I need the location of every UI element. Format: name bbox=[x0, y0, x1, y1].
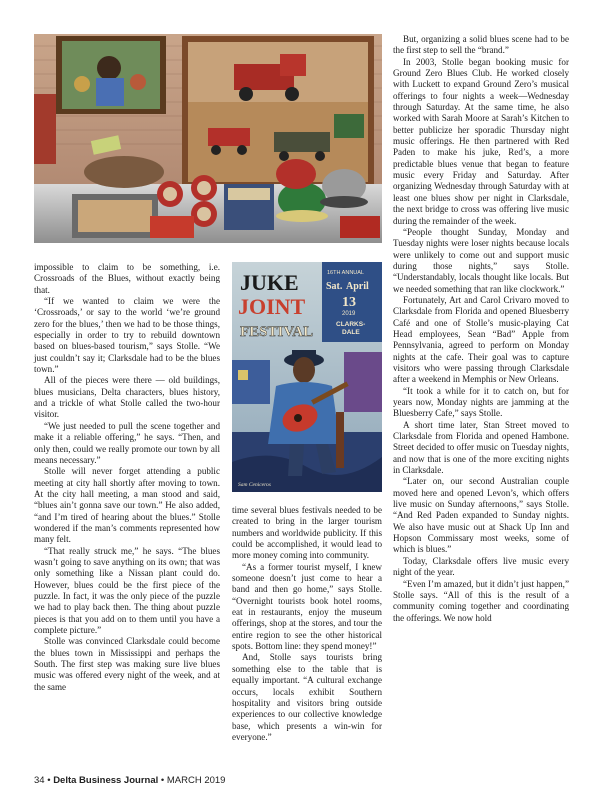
poster-date-day: Sat. bbox=[326, 281, 343, 292]
poster-location-2: DALE bbox=[342, 329, 360, 336]
col3-paragraph: “People thought Sunday, Monday and Tuesday nights were loser nights because locals were unlikely to come out and support music during those nights,” says Stolle. “Understandably, locals thought like locals. But we needed something that ran like clockwork.” bbox=[393, 226, 569, 294]
col3-paragraph: “Later on, our second Australian couple moved here and opened Levon’s, which offers live music on Sunday afternoons,” says Stolle. “And Red Paden expanded to Sunday nights. We also have music out at Shack Up Inn and Hopson Commissary most weeks, some of which is blues.” bbox=[393, 476, 569, 555]
col3-paragraph: “Even I’m amazed, but it didn’t just happen,” Stolle says. “All of this is the result of a community coming together and coordinating the offerings. We now hold bbox=[393, 578, 569, 623]
folk-art-photo bbox=[34, 34, 382, 243]
col3-paragraph: “It took a while for it to catch on, but for years now, Monday nights are jamming at the Bluesberry Cafe,” says Stolle. bbox=[393, 385, 569, 419]
col1-paragraph: “We just needed to pull the scene together and make it a reliable offering,” he says. “Then, and only then, could we really promote our town by all means necessary.” bbox=[34, 420, 220, 465]
article-column-1 bbox=[34, 262, 220, 693]
poster-edition: 16TH ANNUAL bbox=[327, 270, 364, 276]
col1-paragraph: Stolle was convinced Clarksdale could become the blues town in Mississippi and perhaps the South. The first step was making sure live blues music was offered every night of the week, and at the same bbox=[34, 636, 220, 692]
poster-title-juke: JUKE bbox=[240, 270, 299, 295]
footer-separator: • bbox=[160, 775, 165, 786]
col3-paragraph: Today, Clarksdale offers live music every night of the year. bbox=[393, 555, 569, 578]
poster-date-year: 2019 bbox=[342, 311, 356, 317]
footer-separator: • bbox=[47, 775, 51, 786]
page-footer bbox=[34, 775, 225, 786]
poster-date-month: April bbox=[346, 281, 369, 292]
col3-paragraph: Fortunately, Art and Carol Crivaro moved to Clarksdale from Florida and opened Bluesberry Café and one of Stolle’s music-playing Cat Head employees, Sean “Bad” Apple from Pennsylvania, agreed to perform on Monday nights at the cafe. Their goal was to capture visitors who were passing through Clarksdale after a weekend in Memphis or New Orleans. bbox=[393, 294, 569, 385]
col1-paragraph: All of the pieces were there — old buildings, blues musicians, Delta characters, blues history, and a trickle of what Stolle called the two-hour visitor. bbox=[34, 375, 220, 420]
col1-paragraph: “If we wanted to claim we were the ‘Crossroads,’ or say to the world ‘we’re ground zero for the blues,’ then we had to be those things, especially in order to try to rebuild downtown based on blues-based tourism,” says Stolle. “We just couldn’t say it; Clarksdale had to be the blues town.” bbox=[34, 296, 220, 375]
col1-paragraph: Stolle will never forget attending a public meeting at city hall shortly after moving to town. At the city hall meeting, a man stood and said, “blues ain’t gonna save our town.” He also added, “and I’m tired of hearing about the blues.” Stolle wondered if the man’s comments represented how many felt. bbox=[34, 466, 220, 545]
publication-name: Delta Business Journal bbox=[53, 775, 159, 786]
folk-art-photo-illustration bbox=[34, 34, 382, 243]
col1-paragraph: impossible to claim to be something, i.e. Crossroads of the Blues, without exactly being that. bbox=[34, 262, 220, 295]
poster-title-joint: JOINT bbox=[238, 294, 306, 319]
col2-paragraph: And, Stolle says tourists bring something else to the table that is equally important. “A cultural exchange occurs, locals exhibit Southern hospitality and visitors bring outside experiences to our collective knowledge base, which presents a win-win for everyone.” bbox=[232, 652, 382, 742]
poster-signature: Sam Ceniceros bbox=[238, 482, 271, 488]
col2-paragraph: “As a former tourist myself, I knew someone doesn’t just come to hear a band and then go home,” says Stolle. “Overnight tourists book hotel rooms, eat in restaurants, enjoy the museum offerings, shop at the stores, and tour the entire region to see the other historical spots. Bottom line: they spend money!” bbox=[232, 561, 382, 652]
article-column-3 bbox=[393, 34, 569, 624]
article-column-2 bbox=[232, 505, 382, 743]
issue-date: MARCH 2019 bbox=[166, 775, 226, 786]
poster-illustration bbox=[232, 262, 382, 492]
juke-joint-festival-poster bbox=[232, 262, 382, 492]
poster-title-festival: FESTIVAL bbox=[240, 324, 314, 340]
poster-date-num: 13 bbox=[342, 295, 356, 310]
col3-paragraph: But, organizing a solid blues scene had to be the first step to sell the “brand.” bbox=[393, 34, 569, 56]
col3-paragraph: A short time later, Stan Street moved to Clarksdale from Florida and opened Hambone. Street decided to offer music on Tuesday nights, and now that is one of the more exciting nights in Clarksdale. bbox=[393, 419, 569, 476]
col2-paragraph: time several blues festivals needed to be created to bring in the larger tourism numbers and worldwide publicity. If this could be accomplished, it would lead to more money coming into community. bbox=[232, 505, 382, 561]
page-number: 34 bbox=[34, 775, 45, 786]
poster-location-1: CLARKS- bbox=[336, 321, 366, 328]
col1-paragraph: “That really struck me,” he says. “The blues wasn’t going to save anything on its own; that was only something like a Nissan plant could do. However, blues could be the first piece of the puzzle. In fact, it was the only piece of the puzzle we had to play back then. The thing about puzzle pieces is that you add on to them until you have a complete picture.” bbox=[34, 545, 220, 635]
col3-paragraph: In 2003, Stolle began booking music for Ground Zero Blues Club. He worked closely with Luckett to expand Ground Zero’s musical offerings to four nights a week—Wednesday through Saturday. At the same time, he also worked with Sarah Moore at Sarah’s Kitchen to better publicize her sporadic Thursday night music offerings. He then partnered with Red Paden to make his juke, Red’s, a more predictable blues venue that began to feature music every Friday and Saturday. After organizing Wednesday through Saturday with at least one blues show per night in Clarksdale, the next bridge to cross was offering live music during the remainder of the week. bbox=[393, 56, 569, 226]
